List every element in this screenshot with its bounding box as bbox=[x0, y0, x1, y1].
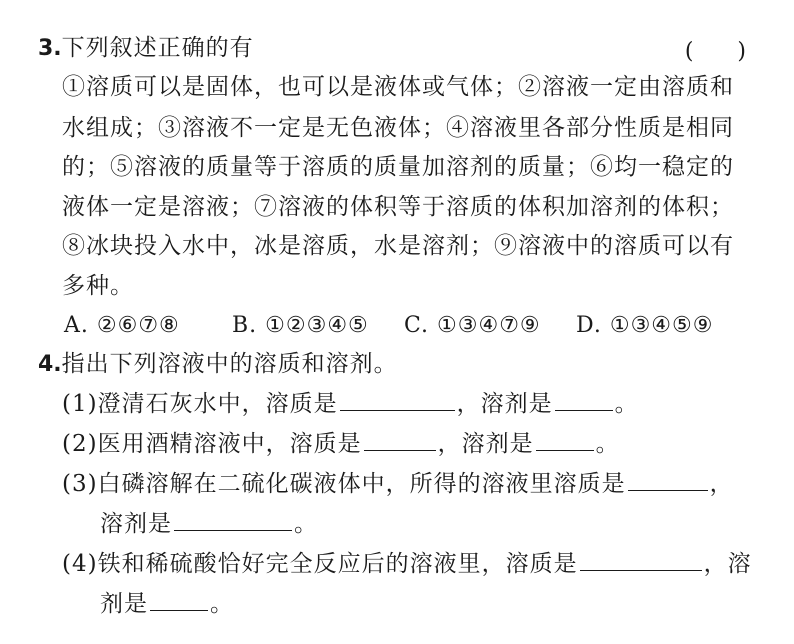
q4-header bbox=[38, 346, 398, 383]
q4-sub3-text-a: (3)白磷溶解在二硫化碳液体中，所得的溶液里溶质是 bbox=[62, 471, 626, 497]
q4-sub4-solvent-blank[interactable] bbox=[150, 588, 208, 611]
q4-sub4-line2 bbox=[100, 586, 234, 622]
q3-header bbox=[38, 30, 254, 67]
q4-sub4-text-a: (4)铁和稀硫酸恰好完全反应后的溶液里，溶质是 bbox=[62, 551, 578, 577]
q4-sub1-solute-blank[interactable] bbox=[340, 388, 455, 411]
option-a[interactable]: A. ②⑥⑦⑧ bbox=[64, 313, 180, 338]
q4-sub3-solvent-blank[interactable] bbox=[174, 508, 292, 531]
q3-line-4: 液体一定是溶液；⑦溶液的体积等于溶质的体积加溶剂的体积； bbox=[62, 194, 734, 220]
q3-number: 3. bbox=[38, 36, 62, 61]
option-c[interactable]: C. ①③④⑦⑨ bbox=[404, 313, 541, 338]
q4-sub3-text-b: ， bbox=[709, 471, 734, 497]
q4-sub3-line1 bbox=[62, 466, 734, 502]
q3-line-5: ⑧冰块投入水中，冰是溶质，水是溶剂；⑨溶液中的溶质可以有 bbox=[62, 233, 734, 259]
q4-sub3-solute-blank[interactable] bbox=[628, 468, 708, 491]
q3-stem: 下列叙述正确的有 bbox=[61, 35, 254, 61]
q3-line-2: 水组成；③溶液不一定是无色液体；④溶液里各部分性质是相同 bbox=[62, 115, 734, 141]
option-d[interactable]: D. ①③④⑤⑨ bbox=[576, 313, 714, 338]
q4-sub4-text-c: 剂是 bbox=[100, 591, 148, 617]
q4-sub2 bbox=[62, 426, 620, 462]
q4-sub1-solvent-blank[interactable] bbox=[555, 388, 613, 411]
q4-sub3-text-c: 溶剂是 bbox=[100, 511, 172, 537]
q3-line-3: 的；⑤溶液的质量等于溶质的质量加溶剂的质量；⑥均一稳定的 bbox=[62, 154, 734, 180]
q4-sub1-text-a: (1)澄清石灰水中，溶质是 bbox=[62, 391, 338, 417]
q4-sub4-text-d: 。 bbox=[210, 591, 234, 617]
q3-line-1: ①溶质可以是固体，也可以是液体或气体；②溶液一定由溶质和 bbox=[62, 74, 734, 100]
q4-sub1-text-b: ，溶剂是 bbox=[456, 391, 553, 417]
q4-number: 4. bbox=[38, 352, 62, 377]
q4-sub3-line2 bbox=[100, 506, 318, 542]
q3-options bbox=[64, 307, 713, 344]
q4-sub2-solvent-blank[interactable] bbox=[536, 428, 594, 451]
q3-answer-bracket[interactable]: ( ) bbox=[684, 39, 746, 64]
q4-sub2-text-b: ，溶剂是 bbox=[437, 431, 534, 457]
q4-sub2-text-a: (2)医用酒精溶液中，溶质是 bbox=[62, 431, 362, 457]
q4-sub3-text-d: 。 bbox=[294, 511, 318, 537]
q4-stem: 指出下列溶液中的溶质和溶剂。 bbox=[61, 351, 398, 377]
q4-sub2-solute-blank[interactable] bbox=[364, 428, 436, 451]
q4-sub4-solute-blank[interactable] bbox=[580, 548, 702, 571]
q4-sub1 bbox=[62, 386, 639, 422]
option-b[interactable]: B. ①②③④⑤ bbox=[232, 313, 369, 338]
q4-sub1-text-c: 。 bbox=[614, 391, 639, 417]
q3-line-6: 多种。 bbox=[62, 273, 134, 299]
q4-sub4-line1 bbox=[62, 546, 752, 582]
q4-sub4-text-b: ，溶 bbox=[703, 551, 752, 577]
q4-sub2-text-c: 。 bbox=[595, 431, 620, 457]
